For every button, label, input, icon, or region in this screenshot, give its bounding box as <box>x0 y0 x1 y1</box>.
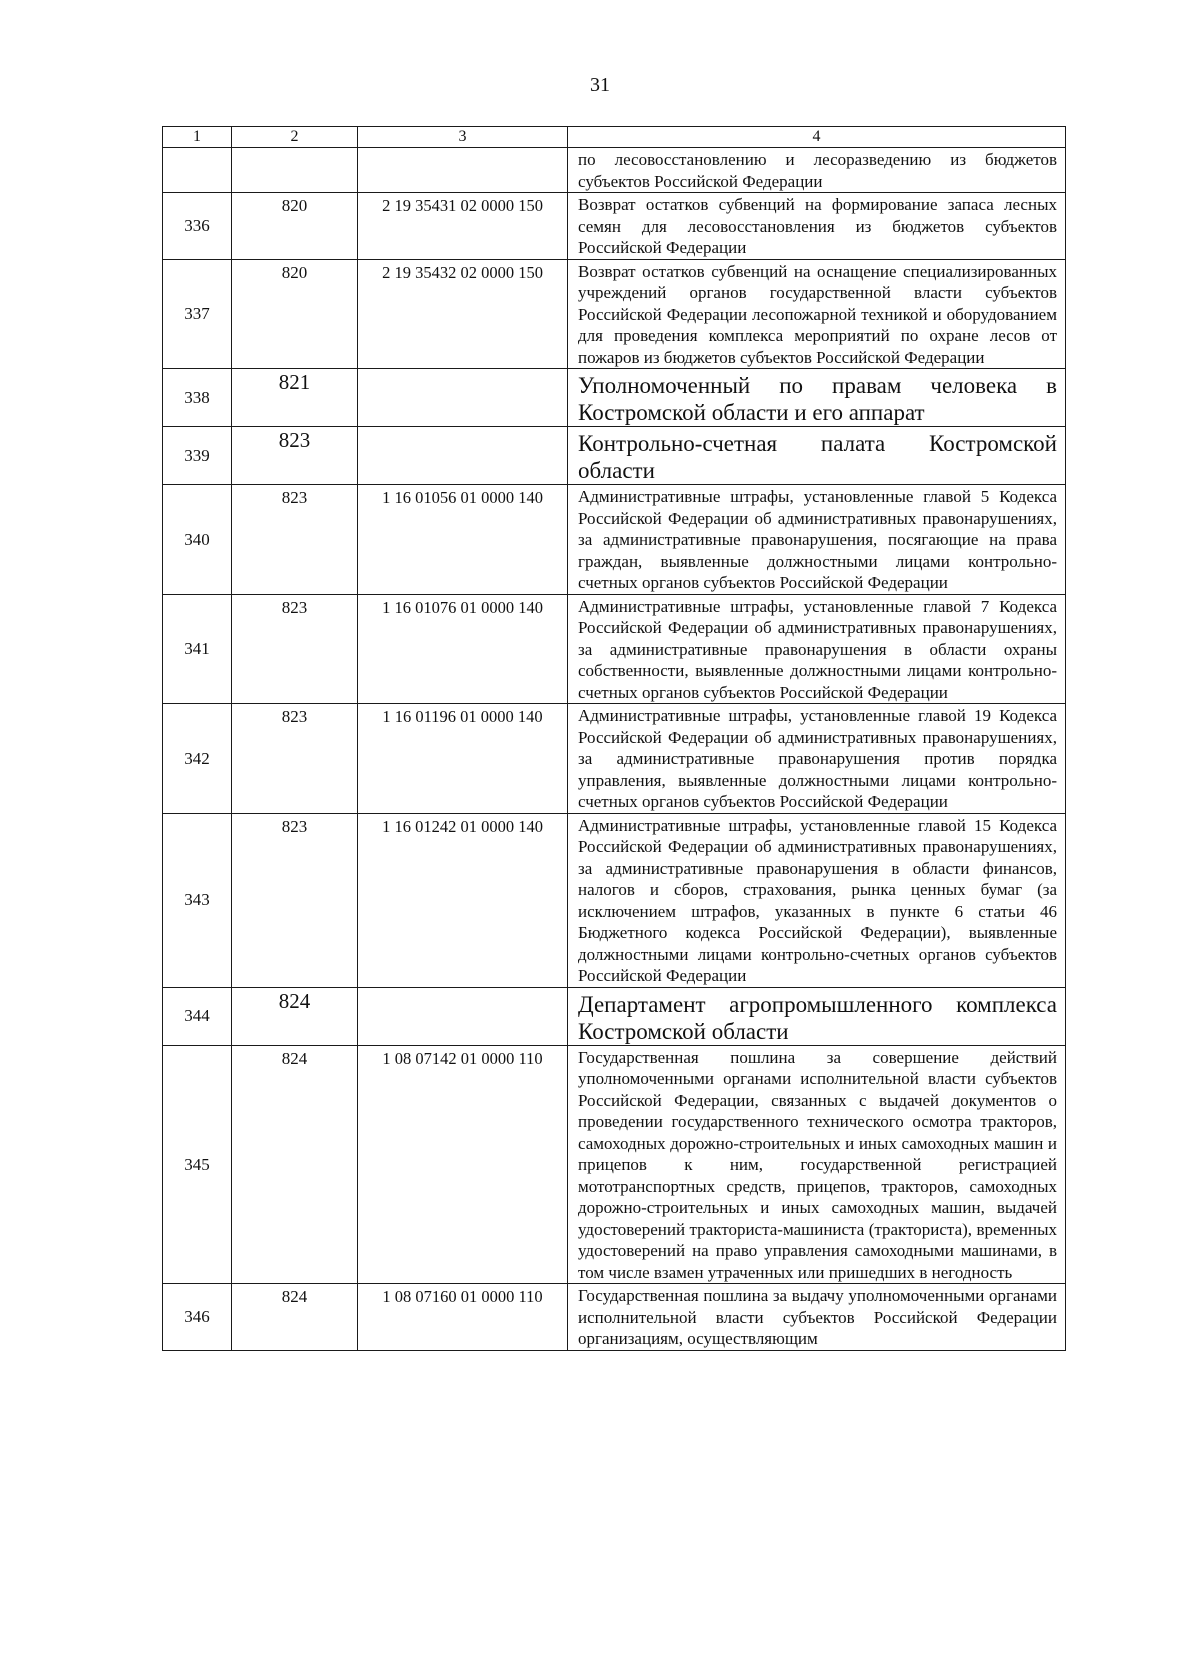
row-number-cell: 343 <box>163 813 232 987</box>
table-row <box>163 704 1066 814</box>
admin-code-cell: 824 <box>232 1045 358 1284</box>
table-body <box>163 148 1066 1351</box>
row-number-cell <box>163 148 232 193</box>
description-cell: Уполномоченный по правам человека в Костромской области и его аппарат <box>568 369 1066 427</box>
table-row <box>163 369 1066 427</box>
table-row <box>163 259 1066 369</box>
table-row <box>163 193 1066 260</box>
admin-code-cell: 821 <box>232 369 358 427</box>
row-number-cell: 338 <box>163 369 232 427</box>
row-number-cell: 346 <box>163 1284 232 1351</box>
admin-code-cell: 823 <box>232 704 358 814</box>
budget-code-cell <box>358 427 568 485</box>
description-cell: Государственная пошлина за выдачу уполномоченными органами исполнительной власти субъектов Российской Федерации организациям, осуществляющим <box>568 1284 1066 1351</box>
table-row <box>163 987 1066 1045</box>
admin-code-cell: 820 <box>232 193 358 260</box>
description-cell: по лесовосстановлению и лесоразведению из бюджетов субъектов Российской Федерации <box>568 148 1066 193</box>
admin-code-cell <box>232 148 358 193</box>
row-number-cell: 340 <box>163 485 232 595</box>
table-row <box>163 485 1066 595</box>
admin-code-cell: 823 <box>232 485 358 595</box>
row-number-cell: 342 <box>163 704 232 814</box>
description-cell: Административные штрафы, установленные главой 15 Кодекса Российской Федерации об административных правонарушениях, за административные правонарушения в области финансов, налогов и сборов, страхования, рынка ценных бумаг (за исключением штрафов, указанных в пункте 6 статьи 46 Бюджетного кодекса Российской Федерации), выявленные должностными лицами контрольно-счетных органов субъектов Российской Федерации <box>568 813 1066 987</box>
table-row <box>163 427 1066 485</box>
table-row <box>163 813 1066 987</box>
admin-code-cell: 824 <box>232 987 358 1045</box>
budget-code-cell <box>358 148 568 193</box>
column-header-3: 3 <box>358 127 568 148</box>
row-number-cell: 341 <box>163 594 232 704</box>
table-row <box>163 148 1066 193</box>
budget-code-cell: 2 19 35432 02 0000 150 <box>358 259 568 369</box>
row-number-cell: 339 <box>163 427 232 485</box>
row-number-cell: 345 <box>163 1045 232 1284</box>
column-header-2: 2 <box>232 127 358 148</box>
column-header-4: 4 <box>568 127 1066 148</box>
budget-code-cell <box>358 369 568 427</box>
admin-code-cell: 823 <box>232 594 358 704</box>
description-cell: Государственная пошлина за совершение действий уполномоченными органами исполнительной власти субъектов Российской Федерации, связанных с выдачей документов о проведении государственного технического осмотра тракторов, самоходных дорожно-строительных и иных самоходных машин и прицепов к ним, государственной регистрацией мототранспортных средств, прицепов, тракторов, самоходных дорожно-строительных и иных самоходных машин, выдачей удостоверений тракториста-машиниста (тракториста), временных удостоверений на право управления самоходными машинами, в том числе взамен утраченных или пришедших в негодность <box>568 1045 1066 1284</box>
budget-code-cell: 1 08 07142 01 0000 110 <box>358 1045 568 1284</box>
row-number-cell: 344 <box>163 987 232 1045</box>
table-row <box>163 594 1066 704</box>
description-cell: Возврат остатков субвенций на формирование запаса лесных семян для лесовосстановления из бюджетов субъектов Российской Федерации <box>568 193 1066 260</box>
budget-code-cell: 2 19 35431 02 0000 150 <box>358 193 568 260</box>
table-header-row <box>163 127 1066 148</box>
description-cell: Административные штрафы, установленные главой 19 Кодекса Российской Федерации об административных правонарушениях, за административные правонарушения против порядка управления, выявленные должностными лицами контрольно-счетных органов субъектов Российской Федерации <box>568 704 1066 814</box>
admin-code-cell: 823 <box>232 813 358 987</box>
admin-code-cell: 824 <box>232 1284 358 1351</box>
row-number-cell: 336 <box>163 193 232 260</box>
budget-code-cell: 1 16 01242 01 0000 140 <box>358 813 568 987</box>
budget-code-cell: 1 08 07160 01 0000 110 <box>358 1284 568 1351</box>
admin-code-cell: 823 <box>232 427 358 485</box>
description-cell: Контрольно-счетная палата Костромской области <box>568 427 1066 485</box>
table-row <box>163 1284 1066 1351</box>
budget-codes-table <box>162 126 1066 1351</box>
description-cell: Возврат остатков субвенций на оснащение специализированных учреждений органов государственной власти субъектов Российской Федерации лесопожарной техникой и оборудованием для проведения комплекса мероприятий по охране лесов от пожаров из бюджетов субъектов Российской Федерации <box>568 259 1066 369</box>
description-cell: Административные штрафы, установленные главой 7 Кодекса Российской Федерации об административных правонарушениях, за административные правонарушения в области охраны собственности, выявленные должностными лицами контрольно-счетных органов субъектов Российской Федерации <box>568 594 1066 704</box>
description-cell: Департамент агропромышленного комплекса Костромской области <box>568 987 1066 1045</box>
description-cell: Административные штрафы, установленные главой 5 Кодекса Российской Федерации об административных правонарушениях, за административные правонарушения, посягающие на права граждан, выявленные должностными лицами контрольно-счетных органов субъектов Российской Федерации <box>568 485 1066 595</box>
budget-code-cell: 1 16 01056 01 0000 140 <box>358 485 568 595</box>
admin-code-cell: 820 <box>232 259 358 369</box>
budget-code-cell: 1 16 01076 01 0000 140 <box>358 594 568 704</box>
budget-code-cell <box>358 987 568 1045</box>
budget-code-cell: 1 16 01196 01 0000 140 <box>358 704 568 814</box>
table-row <box>163 1045 1066 1284</box>
row-number-cell: 337 <box>163 259 232 369</box>
column-header-1: 1 <box>163 127 232 148</box>
page-number: 31 <box>590 74 610 96</box>
